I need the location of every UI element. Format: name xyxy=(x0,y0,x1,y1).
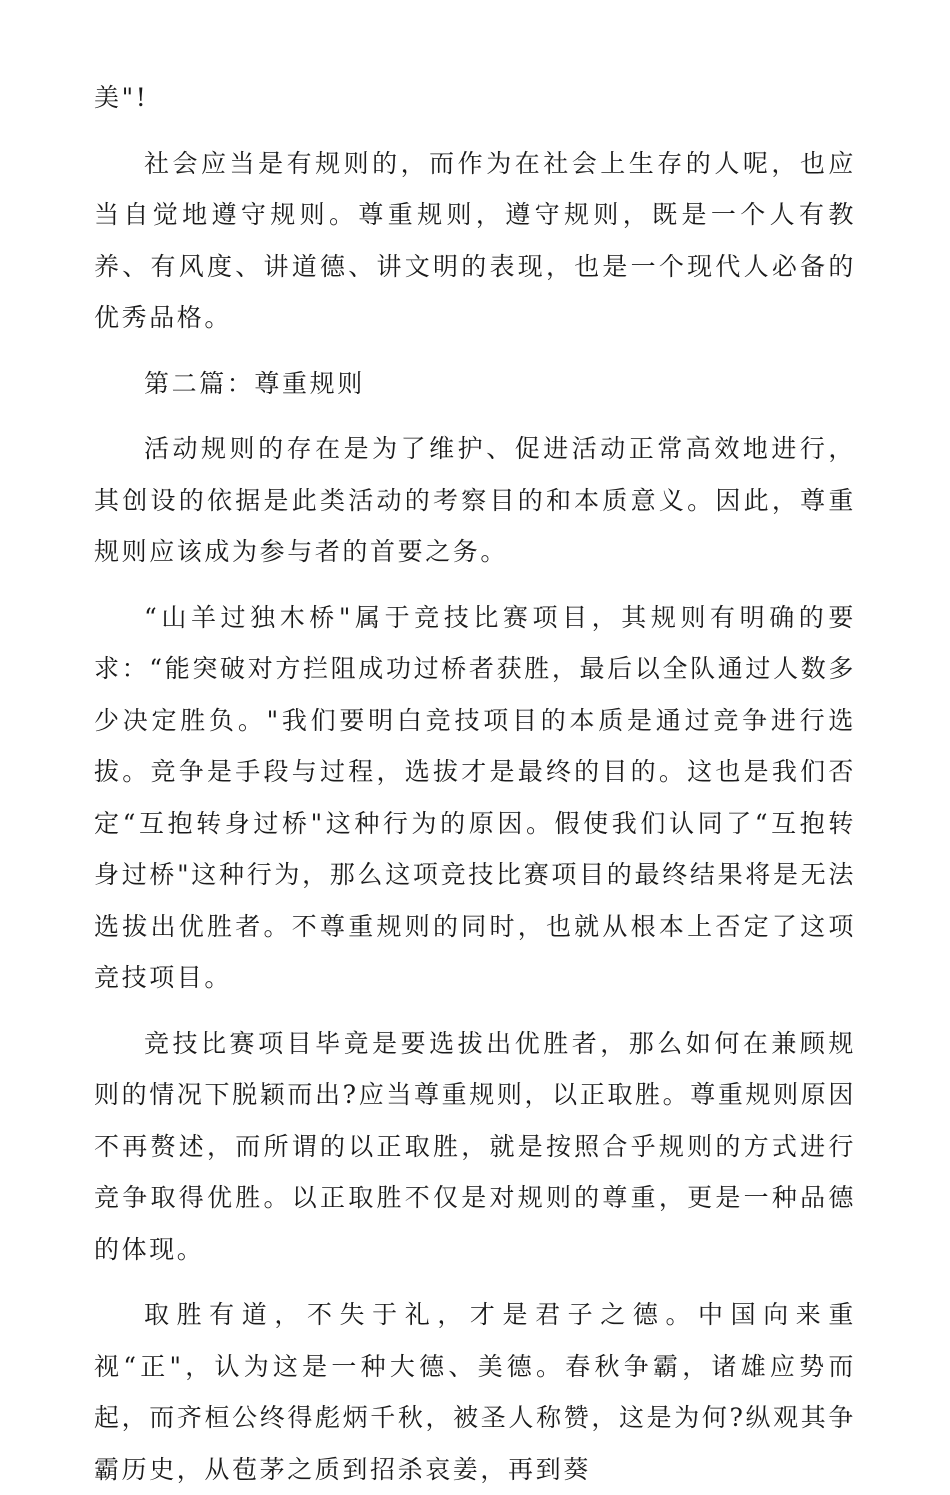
paragraph: 取胜有道，不失于礼，才是君子之德。中国向来重视“正"，认为这是一种大德、美德。春秋争霸，诸雄应势而起，而齐桓公终得彪炳千秋，被圣人称赞，这是为何?纵观其争霸历史，从苞茅之质到招杀哀姜，再到葵 xyxy=(94,1300,856,1484)
paragraph: 社会应当是有规则的，而作为在社会上生存的人呢，也应当自觉地遵守规则。尊重规则，遵守规则，既是一个人有教养、有风度、讲道德、讲文明的表现，也是一个现代人必备的优秀品格。 xyxy=(94,148,856,332)
paragraph-continuation: 美"! xyxy=(94,83,149,112)
paragraph: “山羊过独木桥"属于竞技比赛项目，其规则有明确的要求：“能突破对方拦阻成功过桥者获胜，最后以全队通过人数多少决定胜负。"我们要明白竞技项目的本质是通过竞争进行选拔。竞争是手段与过程，选拔才是最终的目的。这也是我们否定“互抱转身过桥"这种行为的原因。假使我们认同了“互抱转身过桥"这种行为，那么这项竞技比赛项目的最终结果将是无法选拔出优胜者。不尊重规则的同时，也就从根本上否定了这项竞技项目。 xyxy=(94,602,856,992)
paragraph: 活动规则的存在是为了维护、促进活动正常高效地进行，其创设的依据是此类活动的考察目的和本质意义。因此，尊重规则应该成为参与者的首要之务。 xyxy=(94,434,856,566)
document-body xyxy=(94,72,856,1495)
section-heading: 第二篇：尊重规则 xyxy=(144,368,365,398)
paragraph: 竞技比赛项目毕竟是要选拔出优胜者，那么如何在兼顾规则的情况下脱颖而出?应当尊重规则，以正取胜。尊重规则原因不再赘述，而所谓的以正取胜，就是按照合乎规则的方式进行竞争取得优胜。以正取胜不仅是对规则的尊重，更是一种品德的体现。 xyxy=(94,1028,856,1264)
